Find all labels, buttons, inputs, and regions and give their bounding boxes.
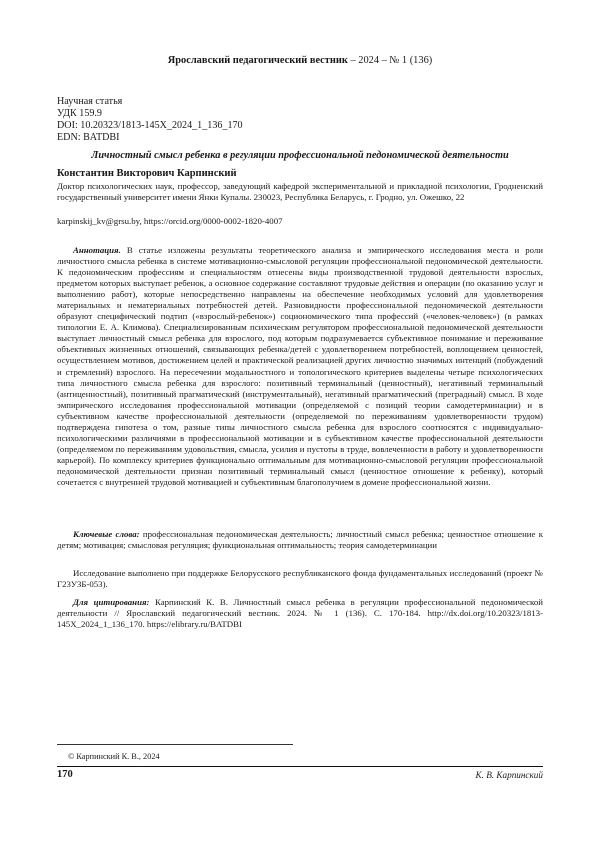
abstract-label: Аннотация. <box>73 245 121 255</box>
edn-line: EDN: BATDBI <box>57 132 120 143</box>
page-number: 170 <box>57 769 73 780</box>
citation <box>57 597 543 631</box>
footnote-divider <box>57 744 293 745</box>
article-type: Научная статья <box>57 96 123 107</box>
journal-name: Ярославский педагогический вестник <box>167 55 348 66</box>
running-head <box>0 55 600 66</box>
author-contact[interactable]: karpinskij_kv@grsu.by, https://orcid.org/0000-0002-1820-4007 <box>57 216 283 226</box>
abstract-text: В статье изложены результаты теоретического анализа и эмпирического исследования места и роли личностного смысла ребенка в системе мотивационно-смысловой регуляции профессиональной педономической деятельности. К педономическим профессиям и специальностям отнесены виды производственной трудовой деятельности взрослых, предметом которых выступает ребенок, а основное содержание составляют трудовые действия и операции (по оказанию услуг и выполнению работ), которые непосредственно направлены на обеспечение необходимых условий для удовлетворения материальных и нематериальных потребностей детей. Разновидности профессиональной педономической деятельности образуют специфический подтип («взрослый-ребенок») социономического типа профессий («человек-человек») (в рамках типологии Е. А. Климова). Специализированным психическим регулятором профессиональной педономической деятельности выступает личностный смысл ребенка для взрослого, под которым подразумевается субъективное понимание и переживание объективных жизненных отношений, связывающих ребенка/детей с удовлетворением потребностей, воплощением ценностей, осуществлением мотивов, достижением целей и практической реализацией других личностно значимых интенций (побуждений и стремлений) взрослого. На пересечении модальностного и топологического критериев выделены четыре психологических типа личностного смысла ребенка для взрослого: позитивный терминальный (ценностный), негативный терминальный (антиценностный), позитивный прагматический (инструментальный), негативный прагматический (преградный) смысл. В ходе эмпирического исследования профессиональной мотивации (определяемой с позиций теории самодетерминации) и в субъективном качестве профессиональной деятельности (определяемой по переживаниям удовлетворенности трудом) подтверждена гипотеза о том, разные типы личностного смысла ребенка для взрослого соотносятся с индивидуально-психологическими различиями в профессиональной мотивации и в субъективном качестве профессиональной деятельности (определяемом по переживаниям удовольствия, смысла, усилия и пустоты в труде, вовлеченности в работу и удовлетворенности карьерой). По комплексу критериев функционально оптимальным для мотивационно-смысловой регуляции профессиональной педономической деятельности признан позитивный терминальный смысл (ценностное отношение к ребенку), который сочетается с внутренней трудовой мотивацией и субъективным благополучием в домене профессиональной жизни. <box>57 245 543 487</box>
keywords-label: Ключевые слова: <box>73 529 140 539</box>
citation-label: Для цитирования: <box>73 597 150 607</box>
udk-code: УДК 159.9 <box>57 108 102 119</box>
article-meta <box>57 96 243 144</box>
doi-line: DOI: 10.20323/1813-145X_2024_1_136_170 <box>57 120 243 131</box>
author-affiliation: Доктор психологических наук, профессор, заведующий кафедрой экспериментальной и прикладной психологии, Гродненский государственный университет имени Янки Купалы. 230023, Республика Беларусь, г. Гродно, ул. Ожешко, 22 <box>57 181 543 203</box>
issue-info: – 2024 – № 1 (136) <box>347 55 433 66</box>
footer-author: К. В. Карпинский <box>475 770 543 780</box>
copyright-footnote: © Карпинский К. В., 2024 <box>68 752 160 761</box>
article-title: Личностный смысл ребенка в регуляции профессиональной педономической деятельности <box>91 150 509 161</box>
footer-divider <box>57 766 543 767</box>
keywords <box>57 529 543 551</box>
author-name: Константин Викторович Карпинский <box>57 168 237 179</box>
citation-text: Карпинский К. В. Личностный смысл ребенка в регуляции профессиональной педономической деятельности // Ярославский педагогический вестник. 2024. № 1 (136). С. 170-184. http://dx.doi.org/10.20323/1813-145X_2024_1_136_170. https://elibrary.ru/BATDBI <box>57 597 543 630</box>
abstract <box>57 245 543 488</box>
funding-note: Исследование выполнено при поддержке Белорусского республиканского фонда фундаментальных исследований (проект № Г23УЗБ-053). <box>57 568 543 590</box>
keywords-text: профессиональная педономическая деятельность; личностный смысл ребенка; ценностное отношение к детям; мотивация; смысловая регуляция; функциональная оптимальность; теория самодетерминации <box>57 529 543 551</box>
